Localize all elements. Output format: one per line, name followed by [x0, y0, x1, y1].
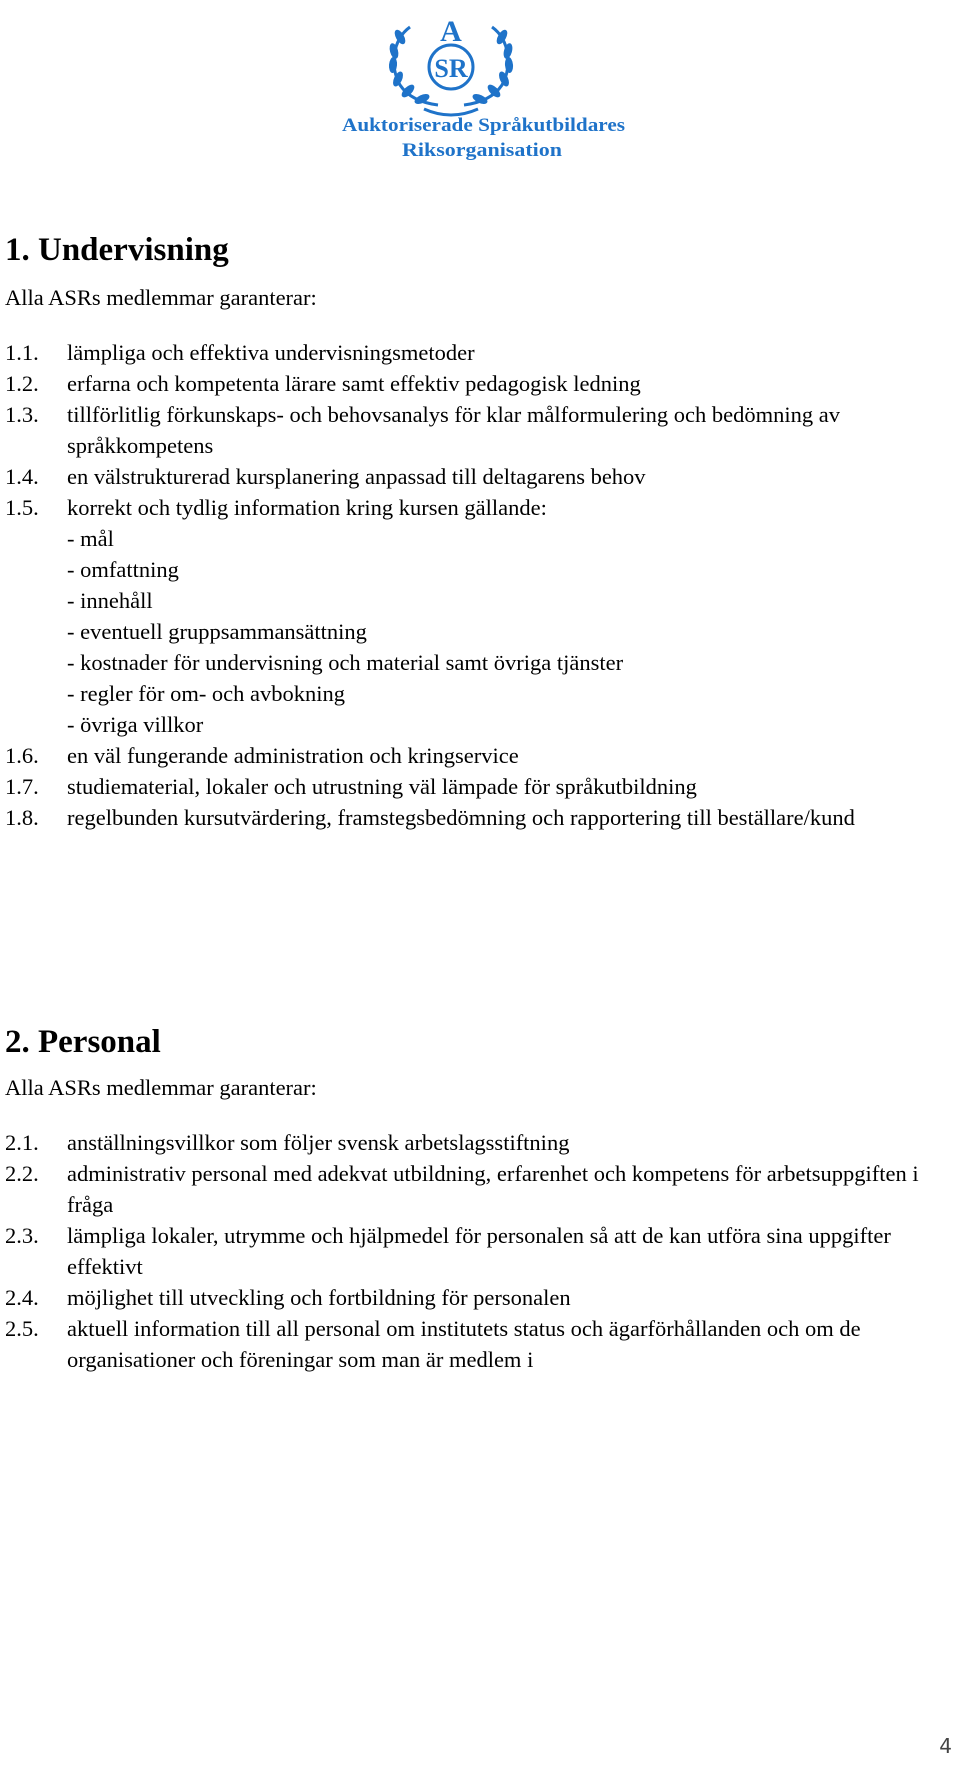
sub-item: - eventuell gruppsammansättning — [67, 619, 367, 644]
list-item — [5, 1282, 955, 1313]
item-text: erfarna och kompetenta lärare samt effektiv pedagogisk ledning — [67, 371, 641, 396]
item-number: 1.8. — [5, 805, 39, 830]
list-item — [5, 802, 955, 833]
item-text: korrekt och tydlig information kring kursen gällande: — [67, 495, 547, 520]
svg-text:A: A — [440, 15, 462, 48]
svg-text:SR: SR — [434, 54, 468, 83]
list-item — [5, 1220, 955, 1282]
sub-item: - mål — [67, 526, 114, 551]
item-number: 2.1. — [5, 1130, 39, 1155]
sub-item: - övriga villkor — [67, 712, 204, 737]
logo-line1: Auktoriserade Språkutbildares — [342, 115, 625, 136]
section1-list — [5, 337, 955, 833]
list-item — [5, 740, 955, 771]
list-item — [5, 1158, 955, 1220]
item-text: anställningsvillkor som följer svensk arbetslagsstiftning — [67, 1130, 570, 1155]
item-number: 1.4. — [5, 464, 39, 489]
item-text: tillförlitlig förkunskaps- och behovsanalys för klar målformulering och bedömning av språkkompetens — [67, 402, 840, 458]
section2-intro: Alla ASRs medlemmar garanterar: — [5, 1075, 317, 1100]
item-number: 2.2. — [5, 1161, 39, 1186]
page-number: 4 — [939, 1734, 952, 1758]
item-text-group — [67, 492, 955, 740]
asr-logo — [340, 5, 630, 170]
section2-heading: 2. Personal — [5, 1024, 161, 1060]
item-text: studiematerial, lokaler och utrustning väl lämpade för språkutbildning — [67, 774, 697, 799]
list-item — [5, 337, 955, 368]
item-text: lämpliga och effektiva undervisningsmetoder — [67, 340, 475, 365]
item-number: 1.5. — [5, 495, 39, 520]
item-number: 1.6. — [5, 743, 39, 768]
item-number: 2.4. — [5, 1285, 39, 1310]
list-item — [5, 368, 955, 399]
item-number: 2.5. — [5, 1316, 39, 1341]
list-item — [5, 399, 955, 461]
item-text: en väl fungerande administration och kringservice — [67, 743, 519, 768]
item-text: regelbunden kursutvärdering, framstegsbedömning och rapportering till beställare/kund — [67, 805, 855, 830]
sub-item: - omfattning — [67, 557, 179, 582]
item-text: en välstrukturerad kursplanering anpassad till deltagarens behov — [67, 464, 646, 489]
item-number: 1.7. — [5, 774, 39, 799]
list-item — [5, 1313, 955, 1375]
item-number: 2.3. — [5, 1223, 39, 1248]
list-item — [5, 461, 955, 492]
item-text: administrativ personal med adekvat utbildning, erfarenhet och kompetens för arbetsuppgiften i fråga — [67, 1161, 919, 1217]
list-item — [5, 1127, 955, 1158]
list-item — [5, 771, 955, 802]
item-text: lämpliga lokaler, utrymme och hjälpmedel för personalen så att de kan utföra sina uppgifter effektivt — [67, 1223, 891, 1279]
sub-item: - regler för om- och avbokning — [67, 681, 346, 706]
sub-item: - kostnader för undervisning och material samt övriga tjänster — [67, 650, 624, 675]
sub-item: - innehåll — [67, 588, 153, 613]
item-text: aktuell information till all personal om institutets status och ägarförhållanden och om de organisationer och föreningar som man är medlem i — [67, 1316, 861, 1372]
logo-line2: Riksorganisation — [402, 140, 563, 161]
item-text: möjlighet till utveckling och fortbildning för personalen — [67, 1285, 571, 1310]
section2-list — [5, 1127, 955, 1375]
section1-heading: 1. Undervisning — [5, 232, 229, 268]
item-number: 1.2. — [5, 371, 39, 396]
item-number: 1.3. — [5, 402, 39, 427]
section1-intro: Alla ASRs medlemmar garanterar: — [5, 285, 317, 310]
item-number: 1.1. — [5, 340, 39, 365]
list-item — [5, 492, 955, 740]
